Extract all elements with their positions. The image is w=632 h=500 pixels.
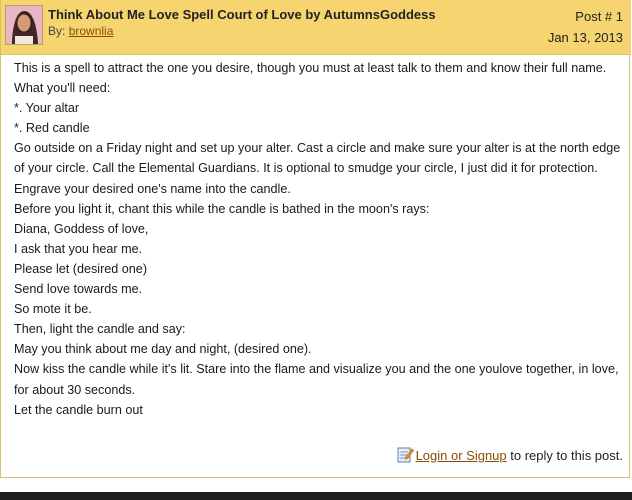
post-header xyxy=(1,0,631,55)
body-line: *. Red candle xyxy=(14,121,90,136)
body-line: Before you light it, chant this while the candle is bathed in the moon's rays: xyxy=(14,201,430,216)
body-line: May you think about me day and night, (desired one). xyxy=(14,342,312,357)
body-line: I ask that you hear me. xyxy=(14,241,143,256)
login-signup-link[interactable]: Login or Signup xyxy=(415,448,507,463)
body-line: Go outside on a Friday night and set up your alter. Cast a circle and make sure your alter is at the north edge of your circle. Call the Elemental Guardians. It is optional to smudge your circle, I just did it for protection. xyxy=(14,141,621,176)
body-line: Diana, Goddess of love, xyxy=(14,221,149,236)
body-line: Please let (desired one) xyxy=(14,261,148,276)
reply-prompt xyxy=(397,446,623,463)
bottom-bar xyxy=(0,492,632,500)
byline xyxy=(48,24,113,38)
avatar[interactable] xyxy=(5,5,43,45)
edit-note-icon[interactable] xyxy=(397,446,414,463)
author-link[interactable]: brownlia xyxy=(68,24,114,38)
body-line: So mote it be. xyxy=(14,302,92,317)
body-line: This is a spell to attract the one you desire, though you must at least talk to them and know their full name. xyxy=(14,61,607,75)
body-line: What you'll need: xyxy=(14,81,111,96)
post-date: Jan 13, 2013 xyxy=(547,30,623,45)
body-line: Then, light the candle and say: xyxy=(14,322,186,337)
body-line: Now kiss the candle while it's lit. Stare into the flame and visualize you and the one youlove together, in love, for about 30 seconds. xyxy=(14,362,619,397)
body-line: Send love towards me. xyxy=(14,282,143,297)
post-title: Think About Me Love Spell Court of Love by AutumnsGoddess xyxy=(48,7,436,22)
body-line: *. Your altar xyxy=(14,101,80,116)
body-line: Engrave your desired one's name into the candle. xyxy=(14,181,291,196)
by-label: By: xyxy=(48,24,66,38)
reply-suffix: to reply to this post. xyxy=(510,448,623,463)
post-number: Post # 1 xyxy=(575,9,623,24)
post-body xyxy=(14,58,622,420)
body-line: Let the candle burn out xyxy=(14,402,143,417)
